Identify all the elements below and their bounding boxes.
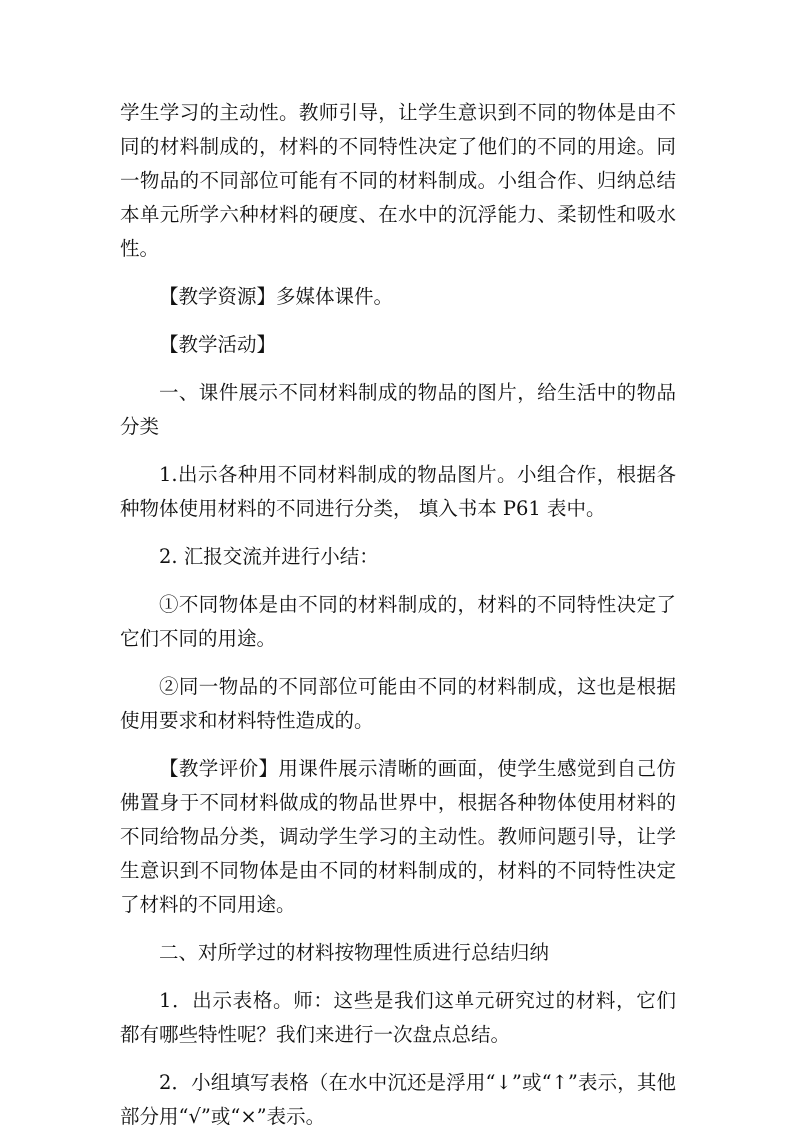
section-heading-two: 二、对所学过的材料按物理性质进行总结归纳	[159, 941, 550, 964]
heading-teaching-activities: 【教学活动】	[159, 333, 277, 356]
step-two-report-summary: 2. 汇报交流并进行小结：	[159, 545, 379, 568]
paragraph-teaching-resources: 【教学资源】多媒体课件。	[159, 285, 394, 308]
document-page	[120, 96, 676, 1148]
summary-point-one: ①不同物体是由不同的材料制成的，材料的不同特性决定了它们不同的用途。	[120, 593, 676, 650]
paragraph-intro-continuation: 学生学习的主动性。教师引导，让学生意识到不同的物体是由不同的材料制成的，材料的不同特性决定了他们的不同的用途。同一物品的不同部位可能有不同的材料制成。小组合作、归纳总结本单元所学六种材料的硬度、在水中的沉浮能力、柔韧性和吸水性。	[120, 101, 676, 260]
paragraph-teaching-evaluation: 【教学评价】用课件展示清晰的画面，使学生感觉到自己仿佛置身于不同材料做成的物品世界中，根据各种物体使用材料的不同给物品分类，调动学生学习的主动性。教师问题引导，让学生意识到不同物体是由不同的材料制成的，材料的不同特性决定了材料的不同用途。	[120, 757, 676, 916]
step-two-fill-table: 2．小组填写表格（在水中沉还是浮用“↓”或“↑”表示，其他部分用“√”或“×”表示。	[120, 1071, 676, 1128]
step-one-show-pictures: 1.出示各种用不同材料制成的物品图片。小组合作，根据各种物体使用材料的不同进行分类， 填入书本 P61 表中。	[120, 463, 676, 520]
step-one-show-table: 1．出示表格。师：这些是我们这单元研究过的材料，它们都有哪些特性呢？我们来进行一次盘点总结。	[120, 989, 676, 1046]
section-heading-one: 一、课件展示不同材料制成的物品的图片，给生活中的物品分类	[120, 381, 676, 438]
summary-point-two: ②同一物品的不同部位可能由不同的材料制成，这也是根据使用要求和材料特性造成的。	[120, 675, 676, 732]
